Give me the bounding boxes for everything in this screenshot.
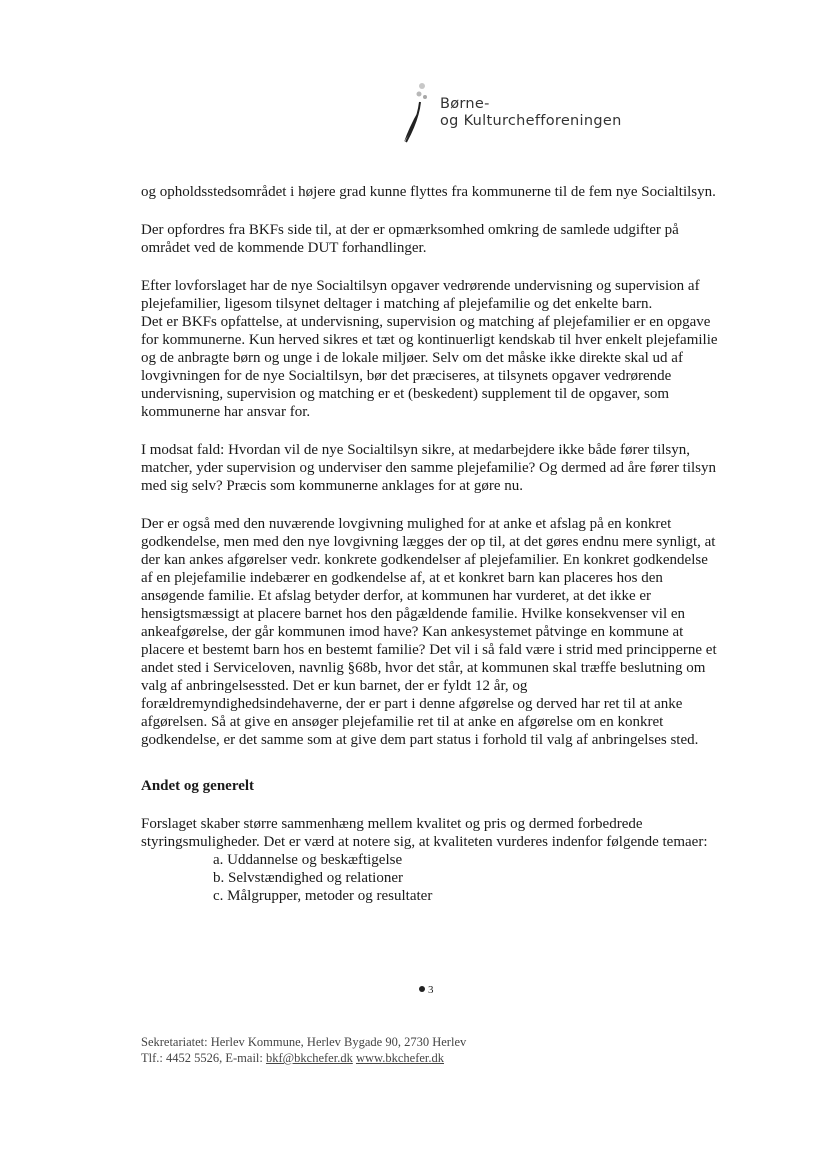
logo-line-1: Børne- xyxy=(440,96,490,112)
list-item: c. Målgrupper, metoder og resultater xyxy=(213,888,433,904)
footer xyxy=(141,1034,466,1066)
page-number-value: 3 xyxy=(428,984,434,996)
document-body xyxy=(141,183,721,905)
paragraph: Der opfordres fra BKFs side til, at der er opmærksomhed omkring de samlede udgifter på området ved de kommende DUT forhandlinger. xyxy=(141,222,679,256)
paragraph: Det er BKFs opfattelse, at undervisning, supervision og matching af plejefamilier er en opgave for kommunerne. Kun herved sikres et tæt og kontinuerligt kendskab til hver enkelt plejefamilie og de anbragte børn og unge i de lokale miljøer. Selv om det måske ikke direkte skal ud af lovgivningen for de nye Socialtilsyn, bør det præciseres, at tilsynets opgaver vedrørende undervisning, supervision og matching er et (beskedent) supplement til de opgaver, som kommunerne har ansvar for. xyxy=(141,314,718,420)
email-link[interactable]: bkf@bkchefer.dk xyxy=(265,1051,353,1065)
paragraph: Efter lovforslaget har de nye Socialtilsyn opgaver vedrørende undervisning og supervision af plejefamilier, ligesom tilsynet deltager i matching af plejefamilie og det enkelte barn. xyxy=(141,278,700,312)
feather-flower-logo-icon xyxy=(398,80,442,150)
theme-list xyxy=(141,851,721,905)
footer-phone: Tlf.: 4452 5526, E-mail: xyxy=(141,1051,266,1065)
organization-logo xyxy=(398,80,638,150)
bullet-icon xyxy=(419,986,425,992)
paragraph: I modsat fald: Hvordan vil de nye Socialtilsyn sikre, at medarbejdere ikke både fører tilsyn, matcher, yder supervision og underviser den samme plejefamilie? Og dermed ad åre fører tilsyn med sig selv? Præcis som kommunerne anklages for at gøre nu. xyxy=(141,442,717,494)
footer-address: Sekretariatet: Herlev Kommune, Herlev Bygade 90, 2730 Herlev xyxy=(141,1035,467,1049)
paragraph: og opholdsstedsområdet i højere grad kunne flyttes fra kommunerne til de fem nye Socialtilsyn. xyxy=(141,184,716,200)
list-item: b. Selvstændighed og relationer xyxy=(213,870,403,886)
list-item: a. Uddannelse og beskæftigelse xyxy=(213,852,403,868)
organization-name xyxy=(440,96,622,130)
footer-contact xyxy=(141,1050,466,1066)
page-number xyxy=(419,983,434,997)
website-link[interactable]: www.bkchefer.dk xyxy=(355,1051,445,1065)
logo-line-2: og Kulturchefforeningen xyxy=(440,113,622,129)
section-heading: Andet og generelt xyxy=(141,778,255,794)
paragraph: Der er også med den nuværende lovgivning mulighed for at anke et afslag på en konkret godkendelse, men med den nye lovgivning lægges der op til, at det gøres endnu mere synligt, at der kan ankes afgørelser vedr. konkrete godkendelser af plejefamilier. En konkret godkendelse af en plejefamilie indebærer en godkendelse af, at et konkret barn kan placeres hos den ansøgende familie. Et afslag betyder derfor, at kommunen har vurderet, at det ikke er hensigtsmæssigt at placere barnet hos den pågældende familie. Hvilke konsekvenser vil en ankeafgørelse, der går kommunen imod have? Kan ankesystemet påtvinge en kommune at placere et bestemt barn hos en bestemt familie? Det vil i så fald være i strid med principperne et andet sted i Serviceloven, navnlig §68b, hvor det står, at kommunen skal træffe beslutning om valg af anbringelsessted. Det er kun barnet, der er fyldt 12 år, og forældremyndighedsindehaverne, der er part i denne afgørelse og derved har ret til at anke afgørelsen. Så at give en ansøger plejefamilie ret til at anke en afgørelse om en konkret godkendelse, er det samme som at give dem part status i forhold til valg af anbringelses sted. xyxy=(141,516,717,748)
section-intro: Forslaget skaber større sammenhæng mellem kvalitet og pris og dermed forbedrede styringsmuligheder. Det er værd at notere sig, at kvaliteten vurderes indenfor følgende temaer: xyxy=(141,816,708,850)
